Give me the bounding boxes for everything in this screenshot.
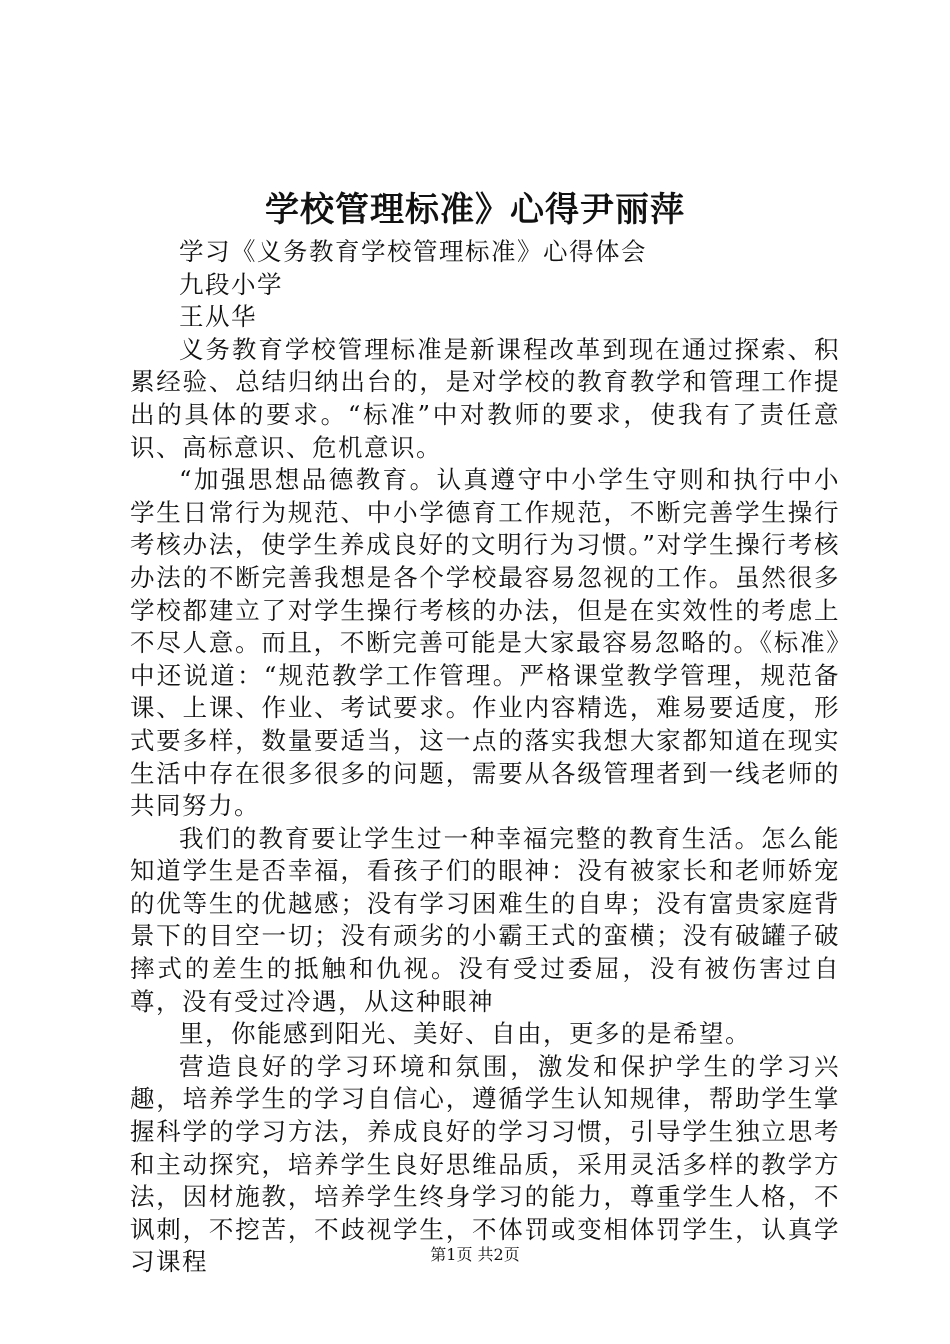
- paragraph: 义务教育学校管理标准是新课程改革到现在通过探索、积累经验、总结归纳出台的，是对学校的教育教学和管理工作提出的具体的要求。“标准”中对教师的要求，使我有了责任意识、高标意识、危机意识。: [130, 334, 840, 462]
- paragraph-author: 王从华: [179, 302, 257, 332]
- document-title: 学校管理标准》心得尹丽萍: [265, 190, 685, 230]
- paragraph: “加强思想品德教育。认真遵守中小学生守则和执行中小学生日常行为规范、中小学德育工作规范，不断完善学生操行考核办法，使学生养成良好的文明行为习惯。”对学生操行考核办法的不断完善我想是各个学校最容易忽视的工作。虽然很多学校都建立了对学生操行考核的办法，但是在实效性的考虑上不尽人意。而且，不断完善可能是大家最容易忽略的。《标准》中还说道：“规范教学工作管理。严格课堂教学管理，规范备课、上课、作业、考试要求。作业内容精选，难易要适度，形式要多样，数量要适当，这一点的落实我想大家都知道在现实生活中存在很多很多的问题，需要从各级管理者到一线老师的共同努力。: [130, 465, 840, 821]
- paragraph: 我们的教育要让学生过一种幸福完整的教育生活。怎么能知道学生是否幸福，看孩子们的眼神：没有被家长和老师娇宠的优等生的优越感；没有学习困难生的自卑；没有富贵家庭背景下的目空一切；没有顽劣的小霸王式的蛮横；没有破罐子破摔式的差生的抵触和仇视。没有受过委屈，没有被伤害过自尊，没有受过冷遇，从这种眼神: [130, 823, 840, 1016]
- paragraph: 营造良好的学习环境和氛围，激发和保护学生的学习兴趣，培养学生的学习自信心，遵循学生认知规律，帮助学生掌握科学的学习方法，养成良好的学习习惯，引导学生独立思考和主动探究，培养学生良好思维品质，采用灵活多样的教学方法，因材施教，培养学生终身学习的能力，尊重学生人格，不讽刺，不挖苦，不歧视学生，不体罚或变相体罚学生，认真学习课程: [130, 1051, 840, 1277]
- paragraph-school: 九段小学: [179, 269, 283, 299]
- page-footer: 第1页 共2页: [430, 1245, 520, 1264]
- paragraph-subtitle: 学习《义务教育学校管理标准》心得体会: [179, 237, 647, 266]
- document-body: [130, 236, 840, 1279]
- paragraph: 里，你能感到阳光、美好、自由，更多的是希望。: [179, 1019, 751, 1049]
